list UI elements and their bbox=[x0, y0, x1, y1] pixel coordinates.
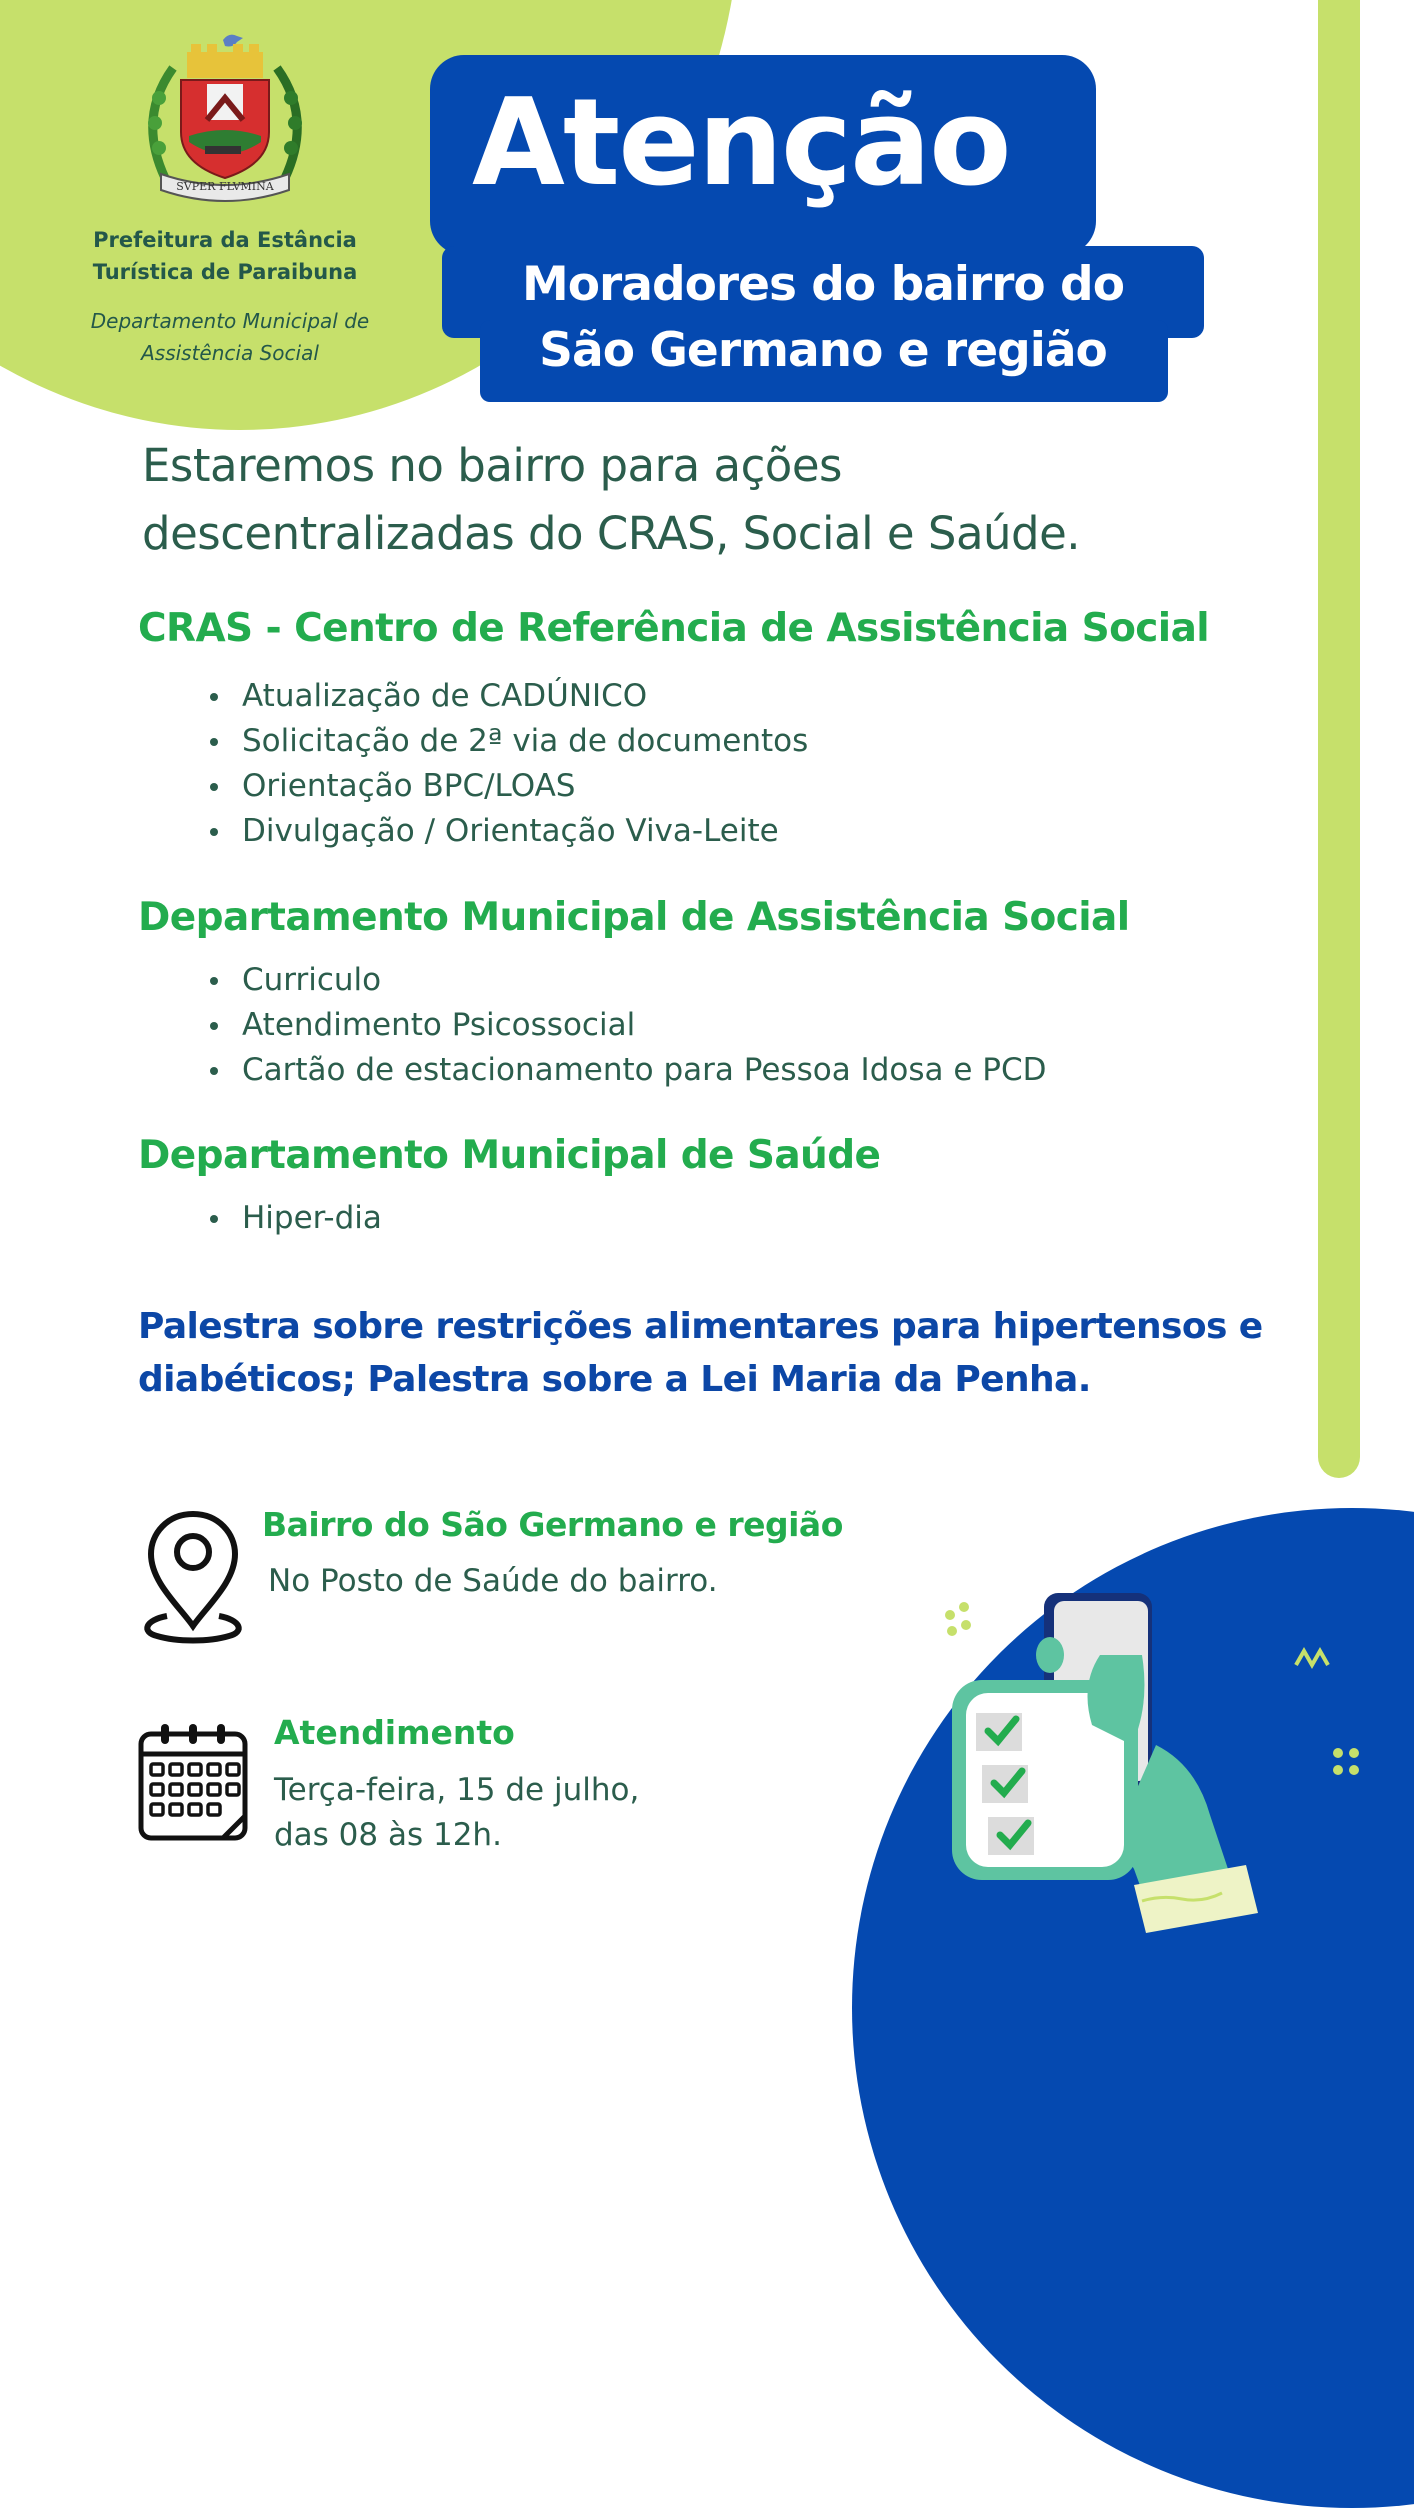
health-service-list bbox=[205, 1196, 382, 1241]
phone-checklist-illustration bbox=[940, 1585, 1380, 1945]
list-item: Curriculo bbox=[205, 958, 1046, 1003]
subtitle-line: São Germano e região bbox=[539, 323, 1107, 378]
section-title-social: Departamento Municipal de Assistência Social bbox=[138, 895, 1130, 940]
attendance-text bbox=[274, 1768, 639, 1858]
lime-side-bar bbox=[1318, 0, 1360, 1478]
attendance-line: Terça-feira, 15 de julho, bbox=[274, 1772, 640, 1808]
talks-line: Palestra sobre restrições alimentares para hipertensos e bbox=[138, 1306, 1263, 1347]
department-name bbox=[40, 305, 420, 369]
list-item: Hiper-dia bbox=[205, 1196, 382, 1241]
calendar-icon bbox=[137, 1720, 251, 1844]
list-item: Orientação BPC/LOAS bbox=[205, 764, 808, 809]
talks-announcement bbox=[138, 1300, 1318, 1406]
social-service-list bbox=[205, 958, 1046, 1093]
list-item: Solicitação de 2ª via de documentos bbox=[205, 719, 808, 764]
svg-text:SVPER FLVMINA: SVPER FLVMINA bbox=[176, 180, 274, 193]
section-title-cras: CRAS - Centro de Referência de Assistência Social bbox=[138, 606, 1210, 651]
organization-name-line: Turística de Paraibuna bbox=[92, 260, 358, 284]
location-title: Bairro do São Germano e região bbox=[262, 1505, 843, 1544]
list-item: Cartão de estacionamento para Pessoa Idosa e PCD bbox=[205, 1048, 1046, 1093]
cras-service-list bbox=[205, 674, 808, 854]
attendance-title: Atendimento bbox=[274, 1713, 515, 1752]
intro-line: Estaremos no bairro para ações bbox=[142, 439, 842, 492]
map-pin-icon bbox=[137, 1508, 249, 1644]
coat-of-arms-icon bbox=[135, 28, 315, 208]
page-subtitle bbox=[442, 252, 1204, 384]
page-title: Atenção bbox=[472, 74, 1010, 213]
department-name-line: Assistência Social bbox=[141, 341, 319, 365]
section-title-health: Departamento Municipal de Saúde bbox=[138, 1133, 881, 1178]
list-item: Atendimento Psicossocial bbox=[205, 1003, 1046, 1048]
department-name-line: Departamento Municipal de bbox=[90, 309, 370, 333]
list-item: Divulgação / Orientação Viva-Leite bbox=[205, 809, 808, 854]
intro-line: descentralizadas do CRAS, Social e Saúde. bbox=[142, 507, 1081, 560]
list-item: Atualização de CADÚNICO bbox=[205, 674, 808, 719]
talks-line: diabéticos; Palestra sobre a Lei Maria da Penha. bbox=[138, 1359, 1091, 1400]
organization-name bbox=[40, 224, 410, 288]
organization-name-line: Prefeitura da Estância bbox=[93, 228, 357, 252]
location-text: No Posto de Saúde do bairro. bbox=[268, 1563, 718, 1599]
attendance-line: das 08 às 12h. bbox=[274, 1817, 502, 1853]
intro-text bbox=[142, 432, 1282, 568]
subtitle-line: Moradores do bairro do bbox=[522, 257, 1124, 312]
